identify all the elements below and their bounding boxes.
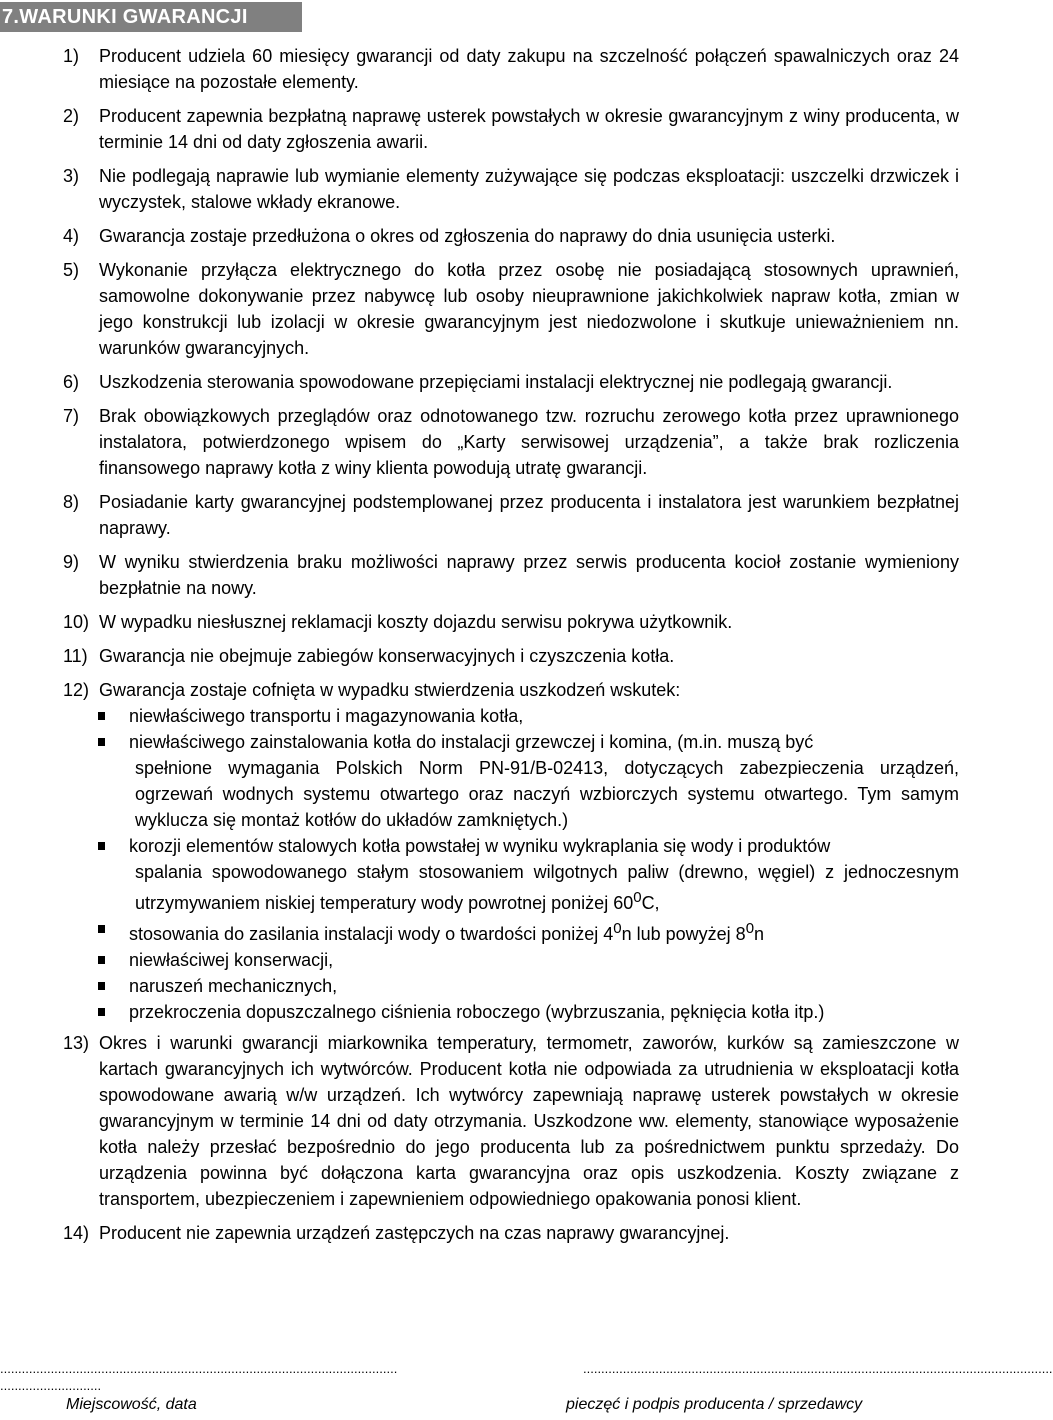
bullet-text-continuation: spełnione wymagania Polskich Norm PN-91/B-02413, dotyczących zabezpieczenia urządzeń, ogrzewań wodnych systemu otwartego oraz naczyń wzbiorczych systemu otwartego. Tym samym wyklucza się montaż kotłów do układów zamkniętych.)	[135, 758, 959, 830]
stamp-signature-caption: pieczęć i podpis producenta / sprzedawcy	[566, 1396, 863, 1413]
bullet-text-part: spalania spowodowanego stałym stosowaniem wilgotnych paliw (drewno, węgiel) z jednoczesnym utrzymywaniem niskiej temperatury wody powrotnej poniżej 60	[135, 862, 959, 913]
square-bullet-icon	[98, 956, 105, 964]
square-bullet-icon	[98, 712, 105, 720]
item-number: 12)	[63, 680, 90, 700]
item-number: 3)	[63, 166, 80, 186]
list-item	[63, 549, 959, 601]
bullet-item	[96, 973, 959, 999]
square-bullet-icon	[98, 738, 105, 746]
item-text: Nie podlegają naprawie lub wymianie elementy zużywające się podczas eksploatacji: uszczelki drzwiczek i wyczystek, stalowe wkłady ekranowe.	[99, 166, 959, 212]
superscript: 0	[633, 889, 642, 906]
place-date-signature-line-2: ............................	[0, 1378, 102, 1393]
list-item	[63, 43, 959, 95]
bullet-item	[96, 947, 959, 973]
item-number: 7)	[63, 406, 80, 426]
list-item	[63, 163, 959, 215]
list-item	[63, 609, 959, 635]
square-bullet-icon	[98, 982, 105, 990]
item-number: 8)	[63, 492, 80, 512]
section-title: 7.WARUNKI GWARANCJI	[0, 2, 302, 32]
bullet-text-continuation	[129, 859, 959, 916]
warranty-terms-list	[63, 43, 959, 1254]
bullet-text	[129, 916, 959, 947]
item-text: Wykonanie przyłącza elektrycznego do kotła przez osobę nie posiadającą stosownych uprawnień, samowolne dokonywanie przez nabywcę lub osoby nieuprawnione jakichkolwiek napraw kotła, zmian w jego konstrukcji lub izolacji w okresie gwarancyjnym jest niedozwolone i skutkuje unieważnieniem nn. warunków gwarancyjnych.	[99, 260, 959, 358]
item-text: Brak obowiązkowych przeglądów oraz odnotowanego tzw. rozruchu zerowego kotła przez uprawnionego instalatora, potwierdzonego wpisem do „Karty serwisowej urządzenia”, a także brak rozliczenia finansowego naprawy kotła z winy klienta powodują utratę gwarancji.	[99, 406, 959, 478]
bullet-text	[129, 729, 959, 833]
list-item	[63, 223, 959, 249]
bullet-item	[96, 916, 959, 947]
bullet-text-part: n	[754, 924, 765, 944]
list-item	[63, 369, 959, 395]
item-text: W wyniku stwierdzenia braku możliwości naprawy przez serwis producenta kocioł zostanie wymieniony bezpłatnie na nowy.	[99, 552, 959, 598]
square-bullet-icon	[98, 925, 105, 933]
place-date-caption: Miejscowość, data	[66, 1396, 197, 1413]
item-number: 5)	[63, 260, 80, 280]
list-item	[63, 1220, 959, 1246]
square-bullet-icon	[98, 842, 105, 850]
bullet-text-first-line: korozji elementów stalowych kotła powstałej w wyniku wykraplania się wody i produktów	[129, 836, 831, 856]
superscript: 0	[745, 920, 755, 937]
item-number: 11)	[63, 646, 88, 666]
bullet-item	[96, 833, 959, 916]
list-item	[63, 643, 959, 669]
place-date-signature-line: ..............................................................................................................	[0, 1361, 398, 1376]
item-text: Uszkodzenia sterowania spowodowane przepięciami instalacji elektrycznej nie podlegają gwarancji.	[99, 372, 893, 392]
bullet-item	[96, 999, 959, 1025]
item-number: 10)	[63, 612, 90, 632]
item-text: Okres i warunki gwarancji miarkownika temperatury, termometr, zaworów, kurków są zamieszczone w kartach gwarancyjnych ich wytwórców. Producent kotła nie odpowiada za utrudnienia w eksploatacji kotła spowodowane awarią w/w urządzeń. Ich wytwórcy zapewniają naprawę usterek powstałych w okresie gwarancyjnym w terminie 14 dni od daty otrzymania. Uszkodzone ww. elementy, stanowiące wyposażenie kotła należy przesłać bezpośrednio do jego producenta lub za pośrednictwem punktu sprzedaży. Do urządzenia powinna być dołączona karta gwarancyjna oraz opis uszkodzenia. Koszty związane z transportem, ubezpieczeniem i zapewnieniem odpowiedniego opakowania ponosi klient.	[99, 1033, 959, 1209]
item-text: Gwarancja nie obejmuje zabiegów konserwacyjnych i czyszczenia kotła.	[99, 646, 675, 666]
bullet-item	[96, 703, 959, 729]
superscript: 0	[613, 920, 622, 937]
list-item	[63, 403, 959, 481]
bullet-text: niewłaściwego transportu i magazynowania kotła,	[129, 706, 524, 726]
item-number: 13)	[63, 1033, 90, 1053]
bullet-text-part: n lub powyżej 8	[621, 924, 746, 944]
item-text: Gwarancja zostaje cofnięta w wypadku stwierdzenia uszkodzeń wskutek:	[99, 680, 681, 700]
square-bullet-icon	[98, 1008, 105, 1016]
list-item	[63, 489, 959, 541]
item-number: 1)	[63, 46, 80, 66]
stamp-signature-line: ..................................................................................................................................	[583, 1361, 1053, 1376]
damage-causes-list	[96, 703, 959, 1025]
item-number: 14)	[63, 1223, 90, 1243]
item-number: 9)	[63, 552, 80, 572]
bullet-text-first-line: niewłaściwego zainstalowania kotła do instalacji grzewczej i komina, (m.in. muszą być	[129, 732, 814, 752]
bullet-text: naruszeń mechanicznych,	[129, 976, 338, 996]
bullet-text: niewłaściwej konserwacji,	[129, 950, 334, 970]
bullet-text-part: stosowania do zasilania instalacji wody o twardości poniżej 4	[129, 924, 614, 944]
list-item	[63, 103, 959, 155]
bullet-text	[129, 833, 959, 916]
item-text: Producent udziela 60 miesięcy gwarancji od daty zakupu na szczelność połączeń spawalniczych oraz 24 miesiące na pozostałe elementy.	[99, 46, 959, 92]
bullet-item	[96, 729, 959, 833]
item-text: Producent nie zapewnia urządzeń zastępczych na czas naprawy gwarancyjnej.	[99, 1223, 730, 1243]
list-item	[63, 1030, 959, 1212]
list-item-12	[63, 677, 959, 1025]
list-item	[63, 257, 959, 361]
bullet-text-part: C,	[641, 893, 660, 913]
item-text: W wypadku niesłusznej reklamacji koszty dojazdu serwisu pokrywa użytkownik.	[99, 612, 733, 632]
item-number: 4)	[63, 226, 80, 246]
item-text: Gwarancja zostaje przedłużona o okres od zgłoszenia do naprawy do dnia usunięcia usterki.	[99, 226, 836, 246]
item-text: Producent zapewnia bezpłatną naprawę usterek powstałych w okresie gwarancyjnym z winy producenta, w terminie 14 dni od daty zgłoszenia awarii.	[99, 106, 959, 152]
item-number: 2)	[63, 106, 80, 126]
bullet-text: przekroczenia dopuszczalnego ciśnienia roboczego (wybrzuszania, pęknięcia kotła itp.)	[129, 1002, 825, 1022]
item-number: 6)	[63, 372, 80, 392]
item-text: Posiadanie karty gwarancyjnej podstemplowanej przez producenta i instalatora jest warunkiem bezpłatnej naprawy.	[99, 492, 959, 538]
